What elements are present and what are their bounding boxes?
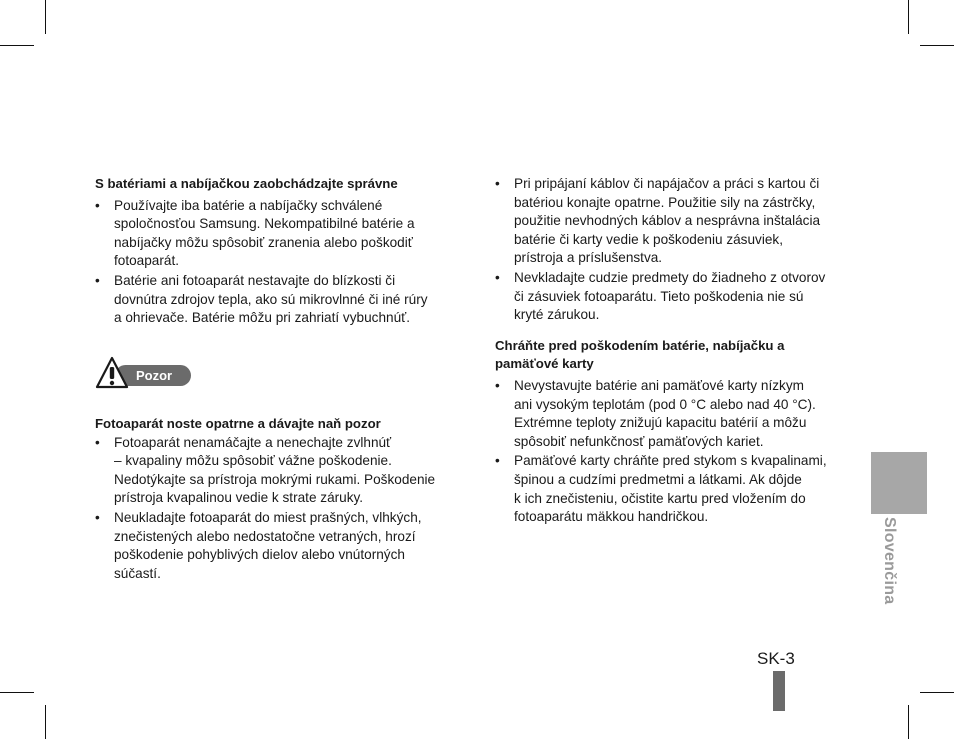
bullet-dot: • [495, 377, 500, 393]
caution-label: Pozor [136, 368, 173, 383]
crop-mark [0, 45, 34, 46]
bullet-dot: • [95, 197, 100, 213]
battery-bullet-list [95, 197, 465, 328]
bullet-dot: • [95, 509, 100, 525]
list-item: • Neukladajte fotoaparát do miest prašných, vlhkých, znečistených alebo nedostatočne vetraných, hrozí poškodenie pohyblivých dielov alebo vnútorných súčastí. [95, 509, 422, 581]
crop-mark [920, 45, 954, 46]
list-item: • Pri pripájaní káblov či napájačov a práci s kartou či batériou konajte opatrne. Použitie sily na zástrčky, použitie nevhodných káblov a nesprávna inštalácia batérie či karty vedie k poškodeniu zásuviek, prístroja a príslušenstva. [495, 176, 821, 266]
bullet-dot: • [495, 269, 500, 285]
language-tab-block [871, 452, 927, 514]
connection-bullet-list [495, 175, 855, 325]
protect-bullet-list [495, 377, 855, 527]
left-column-top [95, 175, 465, 328]
list-item: • Fotoaparát nenamáčajte a nenechajte zvlhnúť – kvapaliny môžu spôsobiť vážne poškodenie. Nedotýkajte sa prístroja mokrými rukami. Poškodenie prístroja kvapalinou vedie k strate záruky. [95, 434, 436, 506]
bullet-dot: • [495, 453, 500, 469]
bullet-dot: • [95, 272, 100, 288]
left-column-bottom [95, 415, 465, 583]
bullet-dot: • [495, 176, 500, 191]
list-item: • Nevkladajte cudzie predmety do žiadneho z otvorov či zásuviek fotoaparátu. Tieto poškodenia nie sú kryté zárukou. [495, 269, 826, 323]
warning-icon [95, 356, 129, 390]
list-item: • Nevystavujte batérie ani pamäťové karty nízkym ani vysokým teplotám (pod 0 °C alebo nad 40 °C). Extrémne teploty znižujú kapacitu batérií a môžu spôsobiť nefunkčnosť pamäťových kariet. [495, 377, 816, 449]
camera-care-bullet-list [95, 434, 465, 584]
list-item: • Batérie ani fotoaparát nestavajte do blízkosti či dovnútra zdrojov tepla, ako sú mikrovlnné či iné rúry a ohrievače. Batérie môžu pri zahriatí vybuchnúť. [95, 272, 428, 326]
caution-badge [95, 356, 195, 390]
crop-mark [0, 692, 34, 693]
crop-mark [908, 705, 909, 739]
bullet-dot: • [95, 434, 100, 450]
right-column [495, 175, 855, 527]
list-item: • Pamäťové karty chráňte pred stykom s kvapalinami, špinou a cudzími predmetmi a látkami. Ak dôjde k ich znečisteniu, očistite kartu pred vložením do fotoaparátu mäkkou handričkou. [495, 453, 827, 525]
page-number: SK-3 [757, 649, 795, 668]
section-heading-protect: Chráňte pred poškodením batérie, nabíjačku a pamäťové karty [495, 337, 785, 372]
list-item: • Používajte iba batérie a nabíjačky schválené spoločnosťou Samsung. Nekompatibilné batérie a nabíjačky môžu spôsobiť zranenia alebo poškodiť fotoaparát. [95, 197, 415, 269]
crop-mark [920, 692, 954, 693]
section-heading-battery: S batériami a nabíjačkou zaobchádzajte správne [95, 176, 398, 191]
crop-mark [908, 0, 909, 34]
page-number-tab [773, 671, 785, 711]
crop-mark [45, 0, 46, 34]
section-heading-camera-care: Fotoaparát noste opatrne a dávajte naň pozor [95, 416, 381, 431]
language-tab-label: Slovenčina [881, 517, 898, 605]
crop-mark [45, 705, 46, 739]
